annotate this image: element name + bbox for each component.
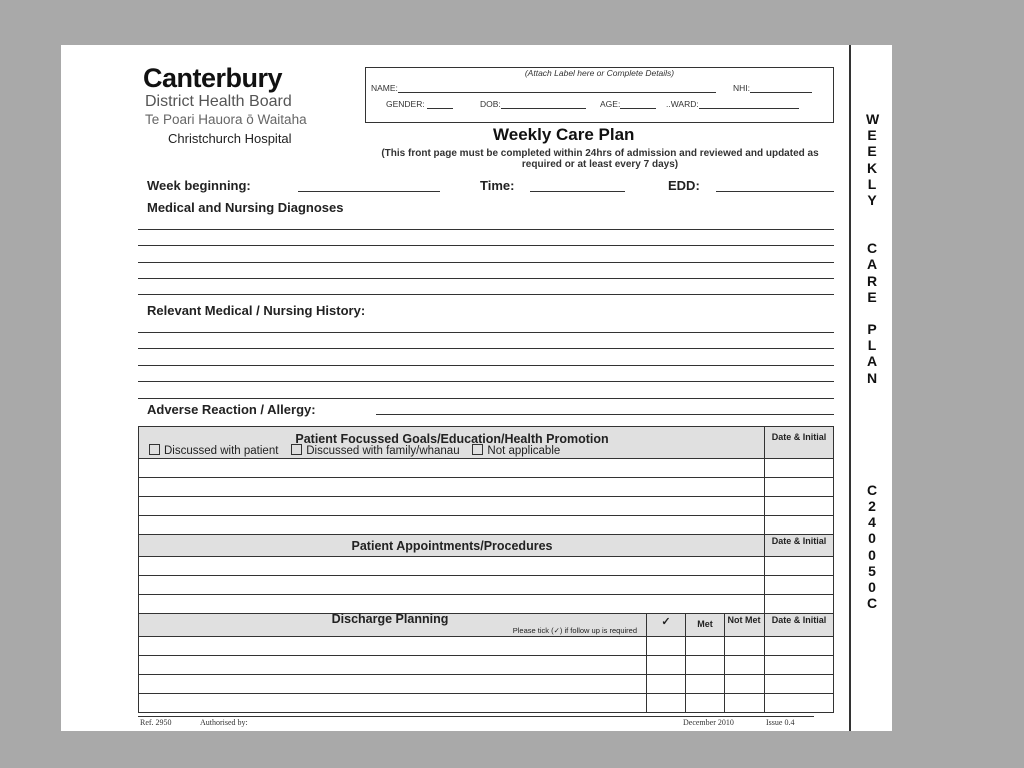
tick-column-header: ✓ [661,616,671,628]
discussed-family-checkbox[interactable] [291,444,302,455]
allergy-field[interactable] [376,414,834,415]
footer-issue: Issue 0.4 [766,718,795,727]
history-line[interactable] [138,381,834,382]
appointments-title: Patient Appointments/Procedures [351,539,553,553]
logo-dhb: District Health Board [145,93,292,110]
table-row[interactable] [138,575,834,576]
table-row [138,636,834,637]
discharge-title: Discharge Planning [331,612,449,626]
gender-field[interactable] [386,99,453,109]
time-label: Time: [480,178,515,193]
side-word-care: CARE [866,240,878,305]
diagnoses-line[interactable] [138,262,834,263]
side-vertical-title [858,111,886,611]
diagnoses-line[interactable] [138,278,834,279]
diagnoses-line[interactable] [138,229,834,230]
nhi-label: NHI: [733,83,750,93]
history-label: Relevant Medical / Nursing History: [147,303,366,318]
form-subtitle: (This front page must be completed within 24hrs of admission and reviewed and updated as required or at least every 7 days) [381,148,819,170]
discussed-patient-checkbox[interactable] [149,444,160,455]
diagnoses-line[interactable] [138,245,834,246]
edd-field[interactable] [716,191,834,192]
not-met-column-header: Not Met [727,615,761,625]
discharge-note: Please tick (✓) if follow up is required [512,626,637,635]
edd-label: EDD: [668,178,700,193]
footer-date: December 2010 [683,718,734,727]
diagnoses-label: Medical and Nursing Diagnoses [147,200,344,215]
dob-field[interactable] [480,99,586,109]
patient-label-box[interactable] [365,67,834,123]
nhi-field[interactable] [733,83,812,93]
side-word-plan: PLAN [866,321,878,386]
side-form-code: C240050C [866,481,878,612]
allergy-label: Adverse Reaction / Allergy: [147,402,316,417]
discussed-patient-option[interactable]: Discussed with patient [149,445,278,457]
met-column-header: Met [697,619,713,629]
table-row[interactable] [138,594,834,595]
history-line[interactable] [138,348,834,349]
history-line[interactable] [138,365,834,366]
table-row[interactable] [138,515,834,516]
logo-canterbury: Canterbury [143,63,283,93]
goals-date-initial: Date & Initial [771,432,827,442]
not-applicable-checkbox[interactable] [472,444,483,455]
sidebar-divider [849,45,851,731]
appointments-divider [764,534,765,614]
age-field[interactable] [600,99,656,109]
footer-ref: Ref. 2950 [140,718,172,727]
discharge-divider [646,613,647,713]
ward-label: ..WARD: [666,99,699,109]
history-line[interactable] [138,398,834,399]
appointments-date-initial: Date & Initial [771,536,827,546]
discharge-divider [764,613,765,713]
diagnoses-line[interactable] [138,294,834,295]
discharge-divider [724,613,725,713]
history-line[interactable] [138,332,834,333]
week-beginning-label: Week beginning: [147,178,251,193]
logo-maori-name: Te Poari Hauora ō Waitaha [145,112,307,127]
ward-field[interactable] [666,99,799,109]
name-field[interactable] [371,83,716,93]
hospital-name: Christchurch Hospital [168,131,292,146]
table-row[interactable] [138,477,834,478]
dob-label: DOB: [480,99,501,109]
label-instruction: (Attach Label here or Complete Details) [524,68,675,78]
side-word-weekly: WEEKLY [866,111,880,209]
table-row[interactable] [138,674,834,675]
footer-authorised: Authorised by: [200,718,248,727]
name-label: NAME: [371,83,398,93]
form-title: Weekly Care Plan [493,125,635,144]
goals-divider [764,426,765,535]
discharge-date-initial: Date & Initial [771,615,827,625]
week-beginning-field[interactable] [298,191,440,192]
table-row[interactable] [138,496,834,497]
footer-divider [138,716,814,717]
goals-title: Patient Focussed Goals/Education/Health Promotion [295,432,609,446]
time-field[interactable] [530,191,625,192]
table-row [138,556,834,557]
table-row [138,458,834,459]
gender-label: GENDER: [386,99,425,109]
goals-options [149,444,560,457]
table-row[interactable] [138,693,834,694]
not-applicable-option[interactable]: Not applicable [472,445,560,457]
age-label: AGE: [600,99,621,109]
table-row[interactable] [138,655,834,656]
discussed-family-option[interactable]: Discussed with family/whanau [291,445,459,457]
